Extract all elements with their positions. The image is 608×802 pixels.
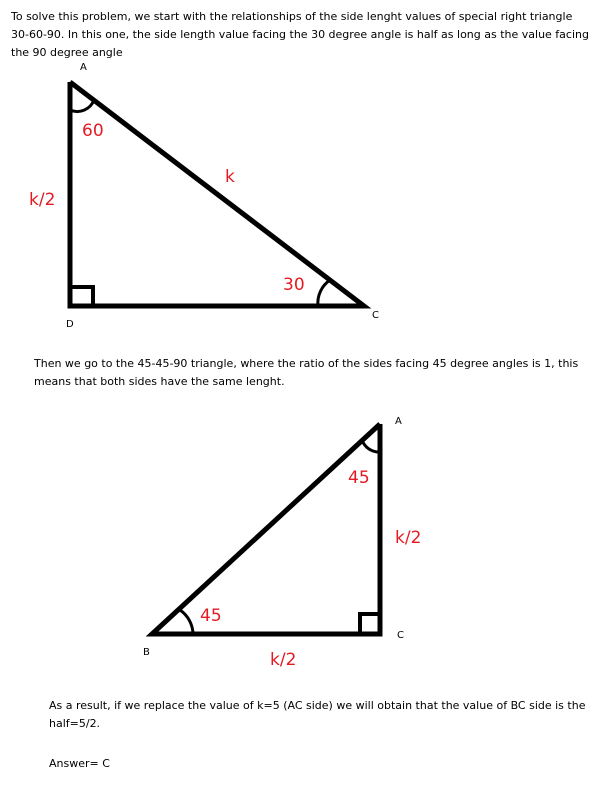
side-label-bc-k-half: k/2 <box>270 650 297 670</box>
right-angle-mark-c <box>360 614 380 634</box>
answer-text: Answer= C <box>49 757 110 770</box>
triangle1-outline <box>70 82 364 306</box>
angle-arc-c <box>318 280 330 306</box>
angle-arc-a2 <box>362 440 380 452</box>
side-label-k-half: k/2 <box>29 190 56 210</box>
vertex-label-d: D <box>66 319 74 330</box>
vertex-label-c2: C <box>397 630 404 641</box>
result-paragraph: As a result, if we replace the value of k=5 (AC side) we will obtain that the value of BC side is the half=5/2. <box>49 699 586 730</box>
vertex-label-a: A <box>80 62 87 73</box>
right-angle-mark-d <box>70 287 93 306</box>
vertex-label-a2: A <box>395 416 402 427</box>
angle-arc-a <box>70 100 94 112</box>
side-label-ac-k-half: k/2 <box>395 528 422 548</box>
side-label-k: k <box>225 167 235 187</box>
angle-label-45-b: 45 <box>200 606 222 626</box>
angle-label-30: 30 <box>283 275 305 295</box>
middle-paragraph: Then we go to the 45-45-90 triangle, where the ratio of the sides facing 45 degree angles is 1, this means that both sides have the same lenght. <box>34 357 579 388</box>
vertex-label-c: C <box>372 310 379 321</box>
vertex-label-b: B <box>143 647 150 658</box>
angle-label-60: 60 <box>82 121 104 141</box>
angle-arc-b <box>180 610 193 634</box>
triangle2-outline <box>152 424 380 634</box>
triangle-45-45-90 <box>0 400 608 660</box>
angle-label-45-a: 45 <box>348 468 370 488</box>
intro-paragraph: To solve this problem, we start with the relationships of the side lenght values of special right triangle 30-60-90. In this one, the side length value facing the 30 degree angle is half as long as the value facing the 90 degree angle <box>11 10 589 59</box>
